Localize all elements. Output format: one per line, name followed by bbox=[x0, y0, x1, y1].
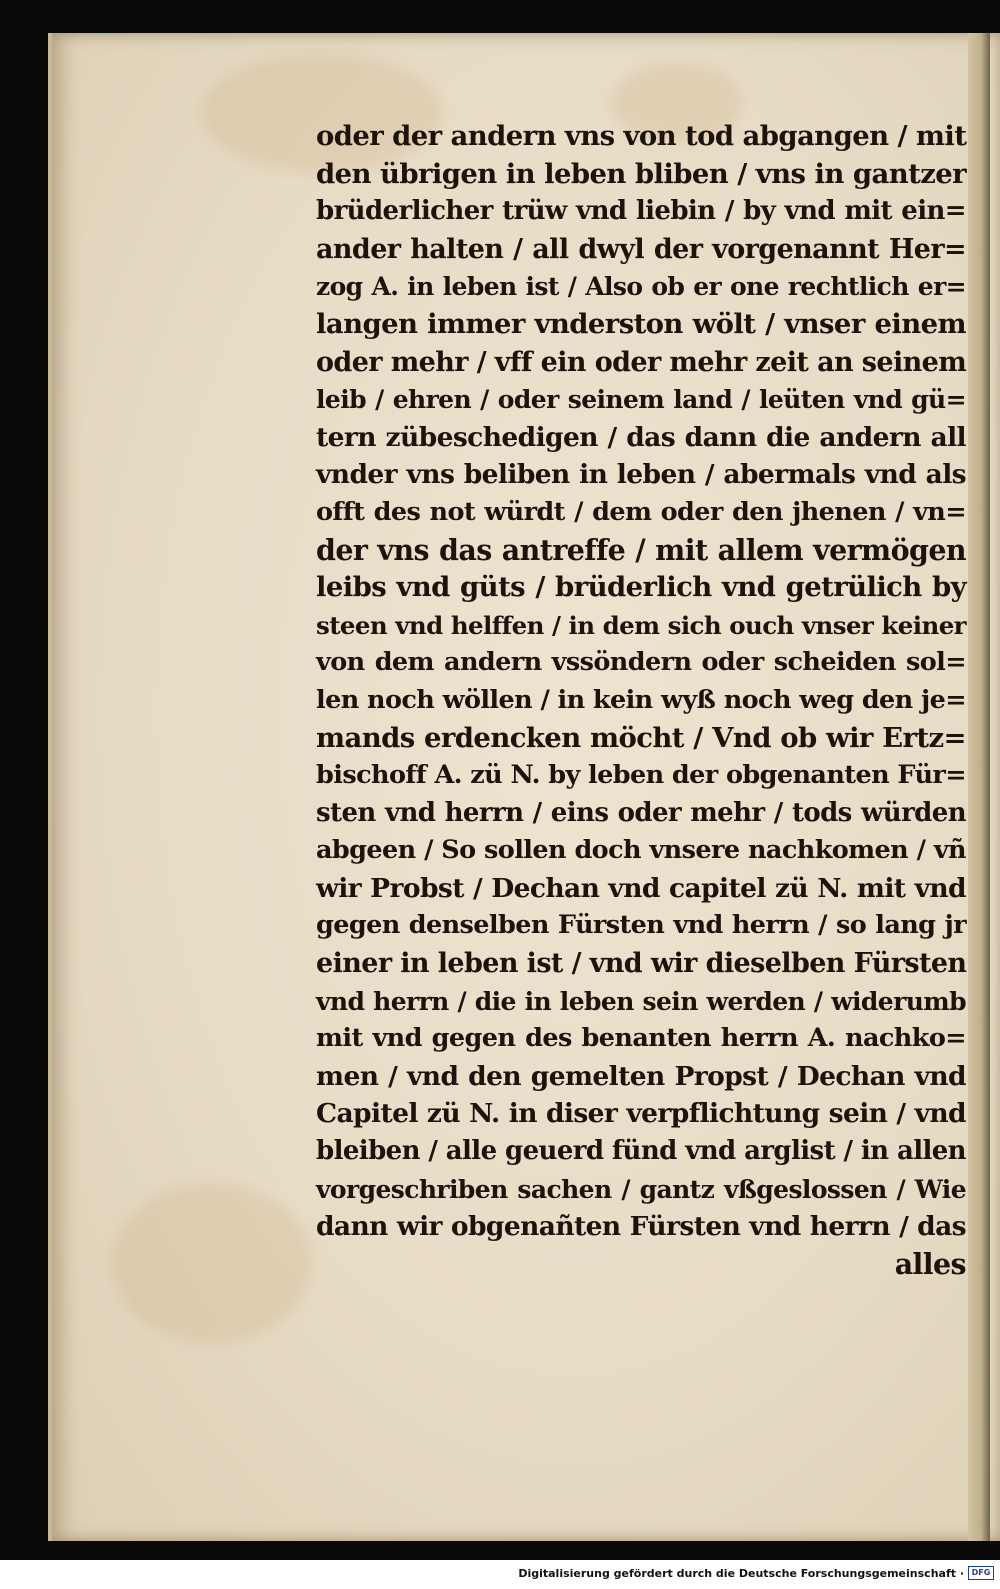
text-line: steen vnd helffen / in dem sich ouch vnser keiner bbox=[316, 610, 966, 640]
catchword: alles bbox=[894, 1246, 966, 1281]
text-line: len noch wöllen / in kein wyß noch weg den je= bbox=[316, 684, 966, 715]
page-edge bbox=[968, 33, 990, 1541]
text-line: bleiben / alle geuerd fünd vnd arglist / in allen bbox=[316, 1136, 966, 1167]
text-line: leib / ehren / oder seinem land / leüten vnd gü= bbox=[316, 385, 966, 415]
text-line: oder der andern vns von tod abgangen / mit bbox=[316, 120, 967, 152]
text-line: abgeen / So sollen doch vnsere nachkomen / vñ bbox=[316, 835, 966, 866]
text-line: langen immer vnderston wölt / vnser einem bbox=[316, 307, 966, 340]
text-line: wir Probst / Dechan vnd capitel zü N. mit vnd bbox=[316, 872, 966, 904]
text-line: vorgeschriben sachen / gantz vßgeslossen / Wie bbox=[316, 1174, 966, 1204]
text-line: ander halten / all dwyl der vorgenannt Her= bbox=[316, 233, 966, 265]
text-line: dann wir obgenañten Fürsten vnd herrn / das bbox=[316, 1211, 966, 1243]
text-line: von dem andern vssöndern oder scheiden sol= bbox=[316, 647, 966, 678]
text-line: gegen denselben Fürsten vnd herrn / so lang jr bbox=[316, 910, 966, 941]
text-line: tern zübeschedigen / das dann die andern all bbox=[316, 421, 966, 453]
text-line: men / vnd den gemelten Propst / Dechan vnd bbox=[316, 1060, 966, 1092]
text-line: oder mehr / vff ein oder mehr zeit an seinem bbox=[316, 346, 967, 378]
text-line: einer in leben ist / vnd wir dieselben Fürsten bbox=[316, 948, 967, 980]
text-line: offt des not würdt / dem oder den jhenen / vn= bbox=[316, 496, 966, 527]
text-line: brüderlicher trüw vnd liebin / by vnd mit ein= bbox=[316, 196, 966, 227]
text-line: vnd herrn / die in leben sein werden / widerumb bbox=[316, 986, 966, 1016]
text-line: den übrigen in leben bliben / vns in gantzer bbox=[316, 157, 966, 190]
page-text bbox=[316, 118, 966, 1283]
text-line: bischoff A. zü N. by leben der obgenanten Für= bbox=[316, 760, 966, 791]
footer-bar bbox=[0, 1560, 1000, 1589]
text-line: mands erdencken möcht / Vnd ob wir Ertz= bbox=[316, 721, 966, 754]
dfg-logo-icon: DFG bbox=[968, 1566, 994, 1580]
text-line: leibs vnd güts / brüderlich vnd getrülich by bbox=[316, 571, 966, 604]
text-line: der vns das antreffe / mit allem vermögen bbox=[316, 532, 966, 567]
text-line: mit vnd gegen des benanten herrn A. nachko= bbox=[316, 1023, 966, 1054]
text-line: zog A. in leben ist / Also ob er one rechtlich er= bbox=[316, 272, 966, 302]
text-line: vnder vns beliben in leben / abermals vnd als bbox=[316, 459, 966, 491]
text-line: sten vnd herrn / eins oder mehr / tods würden bbox=[316, 797, 966, 828]
funding-credit: Digitalisierung gefördert durch die Deutsche Forschungsgemeinschaft · bbox=[518, 1567, 964, 1580]
paper-stain bbox=[112, 1183, 312, 1343]
text-line: Capitel zü N. in diser verpflichtung sein / vnd bbox=[316, 1098, 966, 1130]
